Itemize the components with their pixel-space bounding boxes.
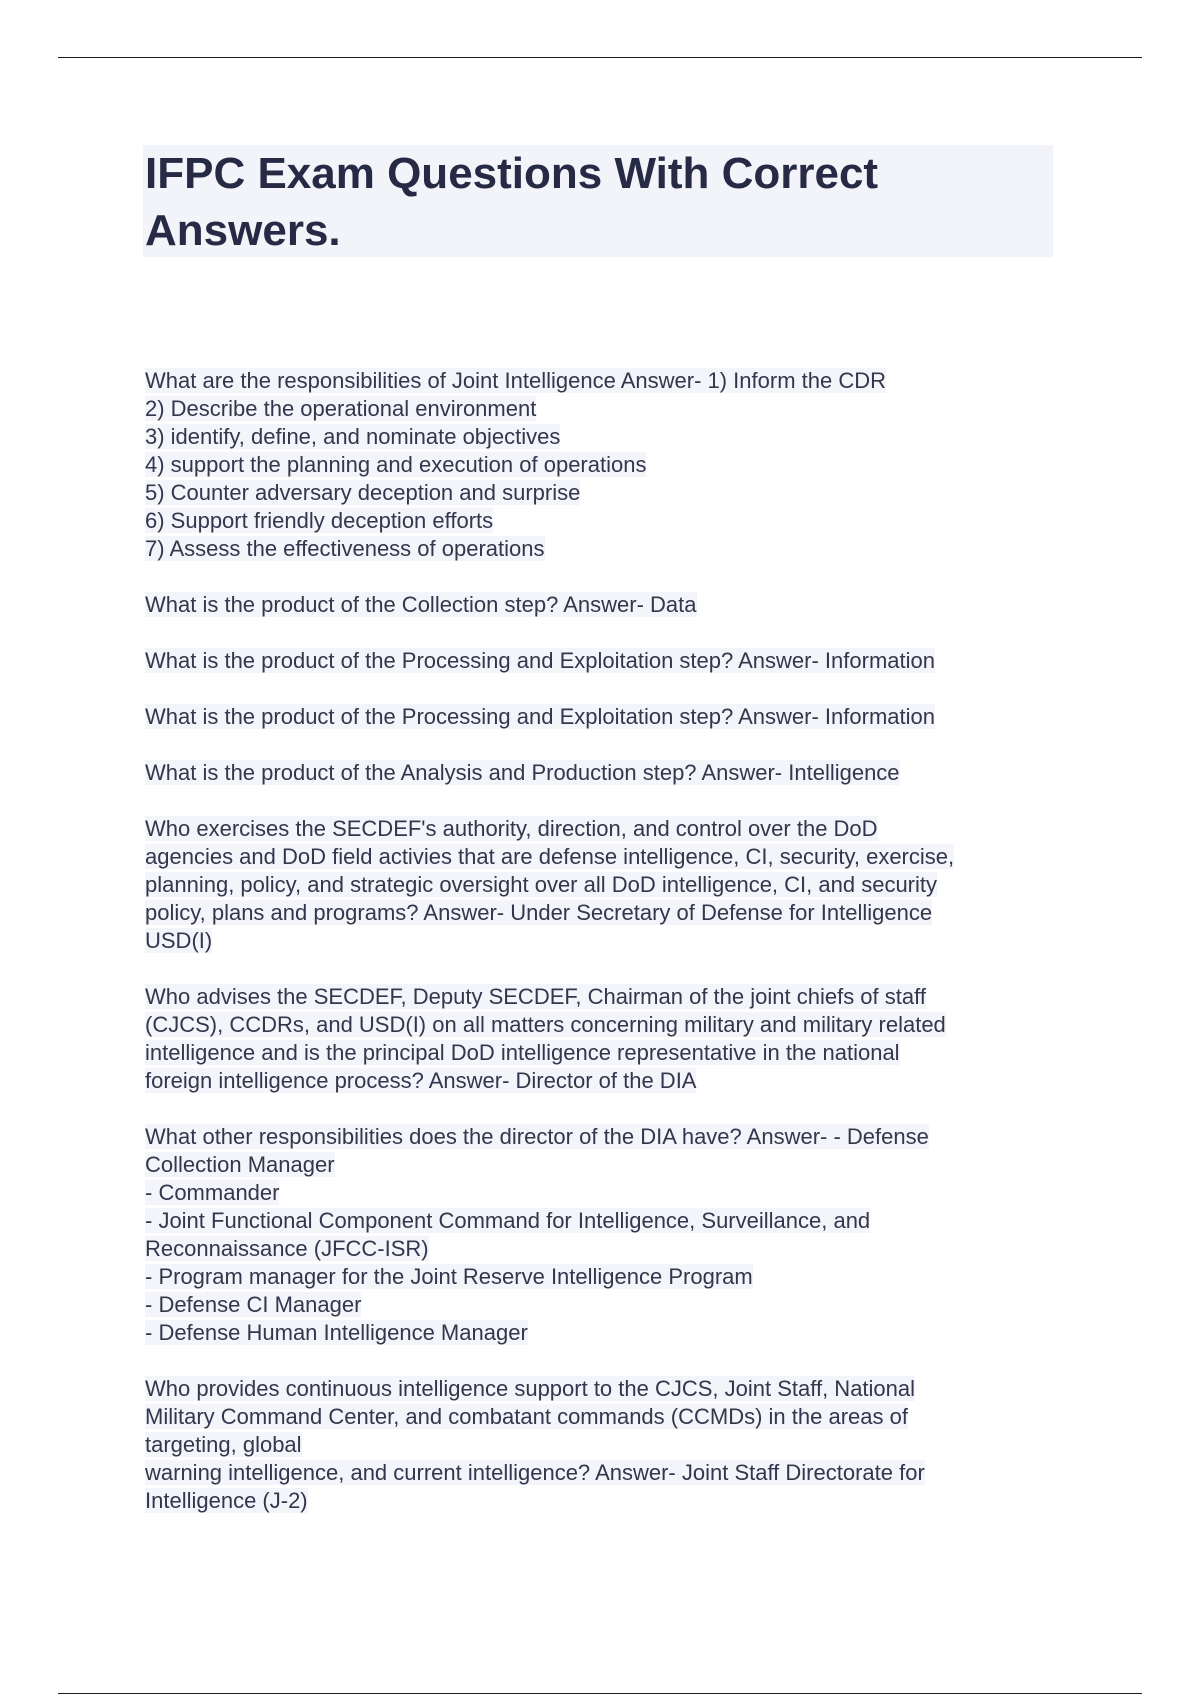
qa-line-text: What is the product of the Collection step? Answer- Data (145, 592, 697, 617)
qa-line (145, 1459, 1055, 1487)
qa-item (145, 367, 1055, 563)
qa-line-text: What are the responsibilities of Joint Intelligence Answer- 1) Inform the CDR (145, 368, 886, 393)
qa-line-text: USD(I) (145, 928, 213, 953)
qa-line-text: - Program manager for the Joint Reserve Intelligence Program (145, 1264, 753, 1289)
qa-line-text: Reconnaissance (JFCC-ISR) (145, 1236, 429, 1261)
qa-line (145, 1039, 1055, 1067)
qa-line (145, 815, 1055, 843)
qa-line (145, 1431, 1055, 1459)
qa-line (145, 1011, 1055, 1039)
qa-line (145, 1123, 1055, 1151)
qa-line (145, 899, 1055, 927)
qa-line (145, 535, 1055, 563)
qa-item (145, 591, 1055, 619)
qa-line-text: policy, plans and programs? Answer- Under Secretary of Defense for Intelligence (145, 900, 933, 925)
qa-line-text: Who exercises the SECDEF's authority, direction, and control over the DoD (145, 816, 878, 841)
qa-line (145, 1487, 1055, 1515)
qa-line (145, 1179, 1055, 1207)
qa-line-text: What is the product of the Processing and Exploitation step? Answer- Information (145, 704, 935, 729)
qa-line-text: 5) Counter adversary deception and surprise (145, 480, 581, 505)
qa-line (145, 1319, 1055, 1347)
qa-item (145, 759, 1055, 787)
qa-line-text: Who provides continuous intelligence support to the CJCS, Joint Staff, National (145, 1376, 916, 1401)
qa-line (145, 759, 1055, 787)
qa-line-text: What is the product of the Processing and Exploitation step? Answer- Information (145, 648, 935, 673)
qa-item (145, 647, 1055, 675)
top-rule (58, 57, 1142, 58)
qa-line (145, 1207, 1055, 1235)
qa-item (145, 1375, 1055, 1515)
qa-line-text: 2) Describe the operational environment (145, 396, 537, 421)
qa-line-text: - Defense CI Manager (145, 1292, 362, 1317)
qa-line (145, 983, 1055, 1011)
qa-line-text: What other responsibilities does the director of the DIA have? Answer- - Defense (145, 1124, 929, 1149)
qa-line-text: Who advises the SECDEF, Deputy SECDEF, Chairman of the joint chiefs of staff (145, 984, 926, 1009)
qa-line (145, 1151, 1055, 1179)
qa-line-text: agencies and DoD field activies that are defense intelligence, CI, security, exercise, (145, 844, 955, 869)
qa-line-text: - Defense Human Intelligence Manager (145, 1320, 528, 1345)
qa-line (145, 1403, 1055, 1431)
qa-line-text: Military Command Center, and combatant commands (CCMDs) in the areas of (145, 1404, 908, 1429)
title-line-2: Answers. (145, 206, 341, 255)
qa-list (145, 367, 1055, 1543)
qa-line-text: warning intelligence, and current intelligence? Answer- Joint Staff Directorate for (145, 1460, 925, 1485)
qa-line (145, 451, 1055, 479)
qa-line (145, 1235, 1055, 1263)
qa-line-text: 3) identify, define, and nominate objectives (145, 424, 561, 449)
qa-item (145, 815, 1055, 955)
qa-line (145, 647, 1055, 675)
qa-line-text: foreign intelligence process? Answer- Director of the DIA (145, 1068, 697, 1093)
qa-line-text: - Commander (145, 1180, 280, 1205)
qa-line (145, 871, 1055, 899)
qa-line (145, 367, 1055, 395)
qa-line-text: 7) Assess the effectiveness of operations (145, 536, 545, 561)
qa-line (145, 591, 1055, 619)
qa-line (145, 927, 1055, 955)
qa-item (145, 703, 1055, 731)
qa-line (145, 703, 1055, 731)
qa-line (145, 1067, 1055, 1095)
qa-line-text: Intelligence (J-2) (145, 1488, 308, 1513)
qa-line-text: - Joint Functional Component Command for Intelligence, Surveillance, and (145, 1208, 871, 1233)
qa-item (145, 1123, 1055, 1347)
qa-line (145, 423, 1055, 451)
qa-line-text: 4) support the planning and execution of operations (145, 452, 647, 477)
title-line-1: IFPC Exam Questions With Correct (145, 149, 879, 198)
qa-line (145, 1263, 1055, 1291)
qa-line (145, 1375, 1055, 1403)
qa-line (145, 479, 1055, 507)
bottom-rule (58, 1693, 1142, 1694)
document-title (145, 145, 1045, 259)
qa-line-text: (CJCS), CCDRs, and USD(I) on all matters concerning military and military related (145, 1012, 946, 1037)
qa-line-text: Collection Manager (145, 1152, 335, 1177)
qa-line-text: What is the product of the Analysis and Production step? Answer- Intelligence (145, 760, 900, 785)
qa-line-text: 6) Support friendly deception efforts (145, 508, 494, 533)
qa-line (145, 395, 1055, 423)
qa-line (145, 843, 1055, 871)
qa-line (145, 507, 1055, 535)
qa-line (145, 1291, 1055, 1319)
qa-item (145, 983, 1055, 1095)
qa-line-text: targeting, global (145, 1432, 302, 1457)
qa-line-text: planning, policy, and strategic oversight over all DoD intelligence, CI, and security (145, 872, 937, 897)
qa-line-text: intelligence and is the principal DoD intelligence representative in the national (145, 1040, 900, 1065)
